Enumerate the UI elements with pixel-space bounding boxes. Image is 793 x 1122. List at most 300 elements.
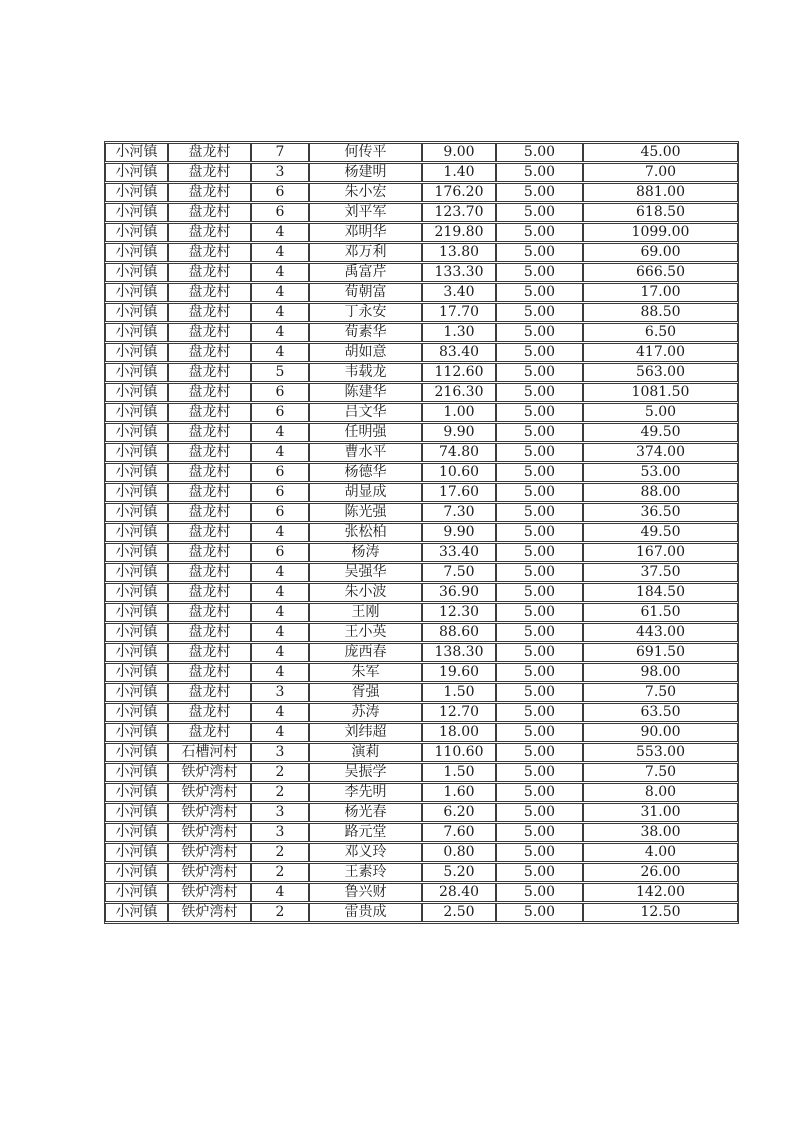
cell-village: 盘龙村	[168, 643, 251, 662]
cell-rate: 5.00	[496, 863, 583, 882]
cell-area: 112.60	[422, 363, 496, 382]
cell-village: 铁炉湾村	[168, 903, 251, 922]
cell-count: 6	[251, 183, 309, 202]
cell-name: 杨涛	[309, 543, 422, 562]
table-row	[105, 643, 738, 662]
cell-area: 17.70	[422, 303, 496, 322]
cell-area: 1.00	[422, 403, 496, 422]
cell-name: 苏涛	[309, 703, 422, 722]
cell-amount: 443.00	[583, 623, 738, 642]
cell-rate: 5.00	[496, 163, 583, 182]
table-row	[105, 803, 738, 822]
cell-village: 盘龙村	[168, 423, 251, 442]
cell-area: 138.30	[422, 643, 496, 662]
cell-area: 12.30	[422, 603, 496, 622]
cell-village: 盘龙村	[168, 483, 251, 502]
cell-village: 铁炉湾村	[168, 783, 251, 802]
cell-count: 3	[251, 743, 309, 762]
cell-name: 丁永安	[309, 303, 422, 322]
cell-rate: 5.00	[496, 623, 583, 642]
cell-village: 铁炉湾村	[168, 803, 251, 822]
cell-amount: 12.50	[583, 903, 738, 922]
cell-name: 鲁兴财	[309, 883, 422, 902]
cell-amount: 618.50	[583, 203, 738, 222]
cell-area: 1.40	[422, 163, 496, 182]
cell-area: 6.20	[422, 803, 496, 822]
cell-town: 小河镇	[105, 243, 168, 262]
cell-town: 小河镇	[105, 343, 168, 362]
cell-count: 6	[251, 503, 309, 522]
cell-rate: 5.00	[496, 823, 583, 842]
cell-count: 4	[251, 523, 309, 542]
cell-amount: 374.00	[583, 443, 738, 462]
cell-amount: 53.00	[583, 463, 738, 482]
table-row	[105, 723, 738, 742]
cell-area: 9.00	[422, 143, 496, 162]
cell-amount: 61.50	[583, 603, 738, 622]
cell-name: 韦载龙	[309, 363, 422, 382]
cell-name: 胥强	[309, 683, 422, 702]
table-row	[105, 243, 738, 262]
table-row	[105, 363, 738, 382]
table-row	[105, 343, 738, 362]
cell-count: 4	[251, 723, 309, 742]
table-row	[105, 583, 738, 602]
cell-amount: 6.50	[583, 323, 738, 342]
cell-count: 2	[251, 763, 309, 782]
cell-count: 4	[251, 703, 309, 722]
cell-count: 5	[251, 363, 309, 382]
cell-rate: 5.00	[496, 243, 583, 262]
cell-town: 小河镇	[105, 283, 168, 302]
cell-name: 朱小波	[309, 583, 422, 602]
cell-town: 小河镇	[105, 863, 168, 882]
cell-rate: 5.00	[496, 183, 583, 202]
cell-amount: 7.50	[583, 763, 738, 782]
cell-rate: 5.00	[496, 543, 583, 562]
cell-area: 74.80	[422, 443, 496, 462]
cell-town: 小河镇	[105, 463, 168, 482]
cell-town: 小河镇	[105, 663, 168, 682]
cell-count: 4	[251, 223, 309, 242]
cell-rate: 5.00	[496, 323, 583, 342]
cell-town: 小河镇	[105, 643, 168, 662]
table-row	[105, 263, 738, 282]
cell-area: 7.60	[422, 823, 496, 842]
cell-rate: 5.00	[496, 583, 583, 602]
cell-rate: 5.00	[496, 883, 583, 902]
cell-town: 小河镇	[105, 743, 168, 762]
cell-rate: 5.00	[496, 423, 583, 442]
cell-count: 4	[251, 623, 309, 642]
cell-village: 盘龙村	[168, 523, 251, 542]
table-row	[105, 143, 738, 162]
cell-village: 铁炉湾村	[168, 883, 251, 902]
cell-name: 朱小宏	[309, 183, 422, 202]
cell-amount: 49.50	[583, 423, 738, 442]
cell-count: 6	[251, 383, 309, 402]
cell-amount: 88.00	[583, 483, 738, 502]
records-table-body	[105, 143, 738, 922]
cell-rate: 5.00	[496, 143, 583, 162]
table-row	[105, 543, 738, 562]
cell-count: 4	[251, 663, 309, 682]
cell-town: 小河镇	[105, 843, 168, 862]
cell-town: 小河镇	[105, 883, 168, 902]
cell-amount: 31.00	[583, 803, 738, 822]
cell-rate: 5.00	[496, 603, 583, 622]
cell-amount: 417.00	[583, 343, 738, 362]
cell-town: 小河镇	[105, 583, 168, 602]
cell-village: 盘龙村	[168, 263, 251, 282]
table-row	[105, 323, 738, 342]
cell-rate: 5.00	[496, 563, 583, 582]
table-row	[105, 663, 738, 682]
cell-name: 杨光春	[309, 803, 422, 822]
cell-count: 4	[251, 323, 309, 342]
cell-rate: 5.00	[496, 783, 583, 802]
table-row	[105, 443, 738, 462]
cell-town: 小河镇	[105, 763, 168, 782]
cell-village: 盘龙村	[168, 363, 251, 382]
cell-area: 12.70	[422, 703, 496, 722]
cell-village: 盘龙村	[168, 223, 251, 242]
table-row	[105, 623, 738, 642]
cell-count: 6	[251, 203, 309, 222]
cell-area: 10.60	[422, 463, 496, 482]
cell-area: 28.40	[422, 883, 496, 902]
cell-amount: 49.50	[583, 523, 738, 542]
cell-town: 小河镇	[105, 603, 168, 622]
cell-area: 9.90	[422, 423, 496, 442]
cell-area: 216.30	[422, 383, 496, 402]
cell-village: 铁炉湾村	[168, 863, 251, 882]
cell-town: 小河镇	[105, 443, 168, 462]
cell-town: 小河镇	[105, 903, 168, 922]
cell-village: 盘龙村	[168, 343, 251, 362]
cell-amount: 553.00	[583, 743, 738, 762]
cell-count: 3	[251, 823, 309, 842]
table-row	[105, 763, 738, 782]
cell-town: 小河镇	[105, 223, 168, 242]
cell-town: 小河镇	[105, 823, 168, 842]
table-row	[105, 423, 738, 442]
cell-name: 路元堂	[309, 823, 422, 842]
cell-name: 邓万利	[309, 243, 422, 262]
table-row	[105, 483, 738, 502]
cell-name: 王刚	[309, 603, 422, 622]
cell-amount: 1081.50	[583, 383, 738, 402]
cell-village: 盘龙村	[168, 683, 251, 702]
cell-rate: 5.00	[496, 403, 583, 422]
cell-amount: 4.00	[583, 843, 738, 862]
cell-town: 小河镇	[105, 203, 168, 222]
cell-amount: 37.50	[583, 563, 738, 582]
cell-area: 0.80	[422, 843, 496, 862]
cell-amount: 26.00	[583, 863, 738, 882]
cell-amount: 38.00	[583, 823, 738, 842]
table-row	[105, 743, 738, 762]
cell-town: 小河镇	[105, 523, 168, 542]
cell-count: 4	[251, 423, 309, 442]
cell-town: 小河镇	[105, 703, 168, 722]
cell-name: 王小英	[309, 623, 422, 642]
cell-village: 盘龙村	[168, 383, 251, 402]
table-row	[105, 163, 738, 182]
cell-name: 王素玲	[309, 863, 422, 882]
cell-village: 盘龙村	[168, 183, 251, 202]
cell-area: 5.20	[422, 863, 496, 882]
cell-amount: 563.00	[583, 363, 738, 382]
cell-name: 张松柏	[309, 523, 422, 542]
table-row	[105, 403, 738, 422]
table-row	[105, 683, 738, 702]
cell-amount: 98.00	[583, 663, 738, 682]
cell-town: 小河镇	[105, 183, 168, 202]
cell-area: 1.50	[422, 763, 496, 782]
cell-town: 小河镇	[105, 383, 168, 402]
cell-amount: 666.50	[583, 263, 738, 282]
cell-rate: 5.00	[496, 223, 583, 242]
cell-amount: 881.00	[583, 183, 738, 202]
cell-count: 3	[251, 683, 309, 702]
cell-area: 9.90	[422, 523, 496, 542]
cell-village: 盘龙村	[168, 403, 251, 422]
cell-area: 219.80	[422, 223, 496, 242]
cell-count: 4	[251, 243, 309, 262]
cell-town: 小河镇	[105, 163, 168, 182]
table-row	[105, 183, 738, 202]
cell-area: 19.60	[422, 663, 496, 682]
cell-count: 6	[251, 463, 309, 482]
cell-count: 4	[251, 443, 309, 462]
cell-count: 3	[251, 803, 309, 822]
records-table	[104, 141, 739, 924]
table-row	[105, 703, 738, 722]
cell-town: 小河镇	[105, 363, 168, 382]
cell-rate: 5.00	[496, 803, 583, 822]
cell-town: 小河镇	[105, 423, 168, 442]
table-row	[105, 883, 738, 902]
cell-rate: 5.00	[496, 343, 583, 362]
cell-village: 盘龙村	[168, 583, 251, 602]
cell-count: 6	[251, 543, 309, 562]
cell-area: 110.60	[422, 743, 496, 762]
cell-town: 小河镇	[105, 483, 168, 502]
cell-name: 胡如意	[309, 343, 422, 362]
cell-rate: 5.00	[496, 683, 583, 702]
cell-count: 3	[251, 163, 309, 182]
cell-rate: 5.00	[496, 483, 583, 502]
cell-count: 4	[251, 263, 309, 282]
cell-rate: 5.00	[496, 383, 583, 402]
cell-town: 小河镇	[105, 303, 168, 322]
cell-village: 盘龙村	[168, 283, 251, 302]
cell-amount: 45.00	[583, 143, 738, 162]
cell-count: 4	[251, 583, 309, 602]
cell-area: 2.50	[422, 903, 496, 922]
cell-village: 石槽河村	[168, 743, 251, 762]
cell-area: 7.50	[422, 563, 496, 582]
cell-count: 2	[251, 783, 309, 802]
cell-village: 盘龙村	[168, 243, 251, 262]
cell-town: 小河镇	[105, 503, 168, 522]
cell-area: 7.30	[422, 503, 496, 522]
cell-town: 小河镇	[105, 563, 168, 582]
cell-amount: 1099.00	[583, 223, 738, 242]
cell-name: 庞西春	[309, 643, 422, 662]
cell-count: 2	[251, 843, 309, 862]
cell-village: 盘龙村	[168, 203, 251, 222]
cell-amount: 69.00	[583, 243, 738, 262]
cell-area: 133.30	[422, 263, 496, 282]
cell-village: 盘龙村	[168, 703, 251, 722]
cell-name: 刘纬超	[309, 723, 422, 742]
cell-name: 吴振学	[309, 763, 422, 782]
cell-amount: 7.00	[583, 163, 738, 182]
cell-rate: 5.00	[496, 903, 583, 922]
cell-amount: 90.00	[583, 723, 738, 742]
table-row	[105, 203, 738, 222]
cell-village: 盘龙村	[168, 323, 251, 342]
cell-rate: 5.00	[496, 443, 583, 462]
cell-rate: 5.00	[496, 203, 583, 222]
cell-village: 盘龙村	[168, 463, 251, 482]
cell-village: 盘龙村	[168, 563, 251, 582]
cell-rate: 5.00	[496, 263, 583, 282]
table-row	[105, 463, 738, 482]
cell-count: 4	[251, 883, 309, 902]
cell-name: 刘平军	[309, 203, 422, 222]
cell-count: 4	[251, 603, 309, 622]
cell-name: 禹富芹	[309, 263, 422, 282]
cell-name: 杨德华	[309, 463, 422, 482]
cell-rate: 5.00	[496, 303, 583, 322]
cell-village: 盘龙村	[168, 443, 251, 462]
table-row	[105, 223, 738, 242]
cell-count: 4	[251, 563, 309, 582]
cell-count: 6	[251, 483, 309, 502]
cell-area: 17.60	[422, 483, 496, 502]
table-row	[105, 843, 738, 862]
cell-village: 盘龙村	[168, 663, 251, 682]
cell-area: 176.20	[422, 183, 496, 202]
cell-name: 演莉	[309, 743, 422, 762]
cell-town: 小河镇	[105, 323, 168, 342]
cell-town: 小河镇	[105, 623, 168, 642]
cell-area: 123.70	[422, 203, 496, 222]
cell-name: 李先明	[309, 783, 422, 802]
cell-area: 36.90	[422, 583, 496, 602]
cell-amount: 88.50	[583, 303, 738, 322]
cell-name: 雷贵成	[309, 903, 422, 922]
cell-amount: 184.50	[583, 583, 738, 602]
cell-town: 小河镇	[105, 263, 168, 282]
cell-rate: 5.00	[496, 523, 583, 542]
cell-town: 小河镇	[105, 683, 168, 702]
cell-name: 吴强华	[309, 563, 422, 582]
cell-count: 4	[251, 343, 309, 362]
cell-amount: 63.50	[583, 703, 738, 722]
cell-name: 朱军	[309, 663, 422, 682]
cell-name: 胡显成	[309, 483, 422, 502]
cell-town: 小河镇	[105, 723, 168, 742]
cell-village: 盘龙村	[168, 143, 251, 162]
cell-amount: 7.50	[583, 683, 738, 702]
table-row	[105, 823, 738, 842]
cell-village: 盘龙村	[168, 303, 251, 322]
cell-count: 4	[251, 643, 309, 662]
table-row	[105, 303, 738, 322]
cell-count: 2	[251, 863, 309, 882]
cell-area: 3.40	[422, 283, 496, 302]
cell-village: 铁炉湾村	[168, 763, 251, 782]
cell-village: 盘龙村	[168, 603, 251, 622]
cell-town: 小河镇	[105, 543, 168, 562]
cell-area: 13.80	[422, 243, 496, 262]
cell-village: 盘龙村	[168, 163, 251, 182]
cell-rate: 5.00	[496, 503, 583, 522]
cell-name: 何传平	[309, 143, 422, 162]
cell-amount: 36.50	[583, 503, 738, 522]
cell-rate: 5.00	[496, 643, 583, 662]
cell-count: 2	[251, 903, 309, 922]
cell-count: 4	[251, 283, 309, 302]
cell-amount: 17.00	[583, 283, 738, 302]
cell-name: 陈光强	[309, 503, 422, 522]
table-row	[105, 563, 738, 582]
cell-village: 盘龙村	[168, 723, 251, 742]
cell-amount: 167.00	[583, 543, 738, 562]
cell-amount: 8.00	[583, 783, 738, 802]
cell-amount: 142.00	[583, 883, 738, 902]
cell-rate: 5.00	[496, 363, 583, 382]
cell-name: 陈建华	[309, 383, 422, 402]
cell-area: 1.30	[422, 323, 496, 342]
cell-rate: 5.00	[496, 723, 583, 742]
cell-area: 88.60	[422, 623, 496, 642]
table-row	[105, 523, 738, 542]
cell-count: 7	[251, 143, 309, 162]
cell-rate: 5.00	[496, 663, 583, 682]
cell-village: 铁炉湾村	[168, 823, 251, 842]
cell-amount: 5.00	[583, 403, 738, 422]
table-row	[105, 383, 738, 402]
cell-area: 1.50	[422, 683, 496, 702]
cell-count: 4	[251, 303, 309, 322]
cell-name: 荀朝富	[309, 283, 422, 302]
cell-name: 曹水平	[309, 443, 422, 462]
cell-rate: 5.00	[496, 743, 583, 762]
cell-area: 1.60	[422, 783, 496, 802]
table-row	[105, 863, 738, 882]
cell-name: 邓明华	[309, 223, 422, 242]
cell-town: 小河镇	[105, 783, 168, 802]
cell-name: 荀素华	[309, 323, 422, 342]
cell-town: 小河镇	[105, 803, 168, 822]
cell-name: 邓义玲	[309, 843, 422, 862]
cell-name: 杨建明	[309, 163, 422, 182]
cell-amount: 691.50	[583, 643, 738, 662]
table-row	[105, 603, 738, 622]
table-row	[105, 783, 738, 802]
cell-rate: 5.00	[496, 843, 583, 862]
cell-village: 铁炉湾村	[168, 843, 251, 862]
cell-rate: 5.00	[496, 283, 583, 302]
table-row	[105, 283, 738, 302]
table-row	[105, 903, 738, 922]
cell-rate: 5.00	[496, 703, 583, 722]
